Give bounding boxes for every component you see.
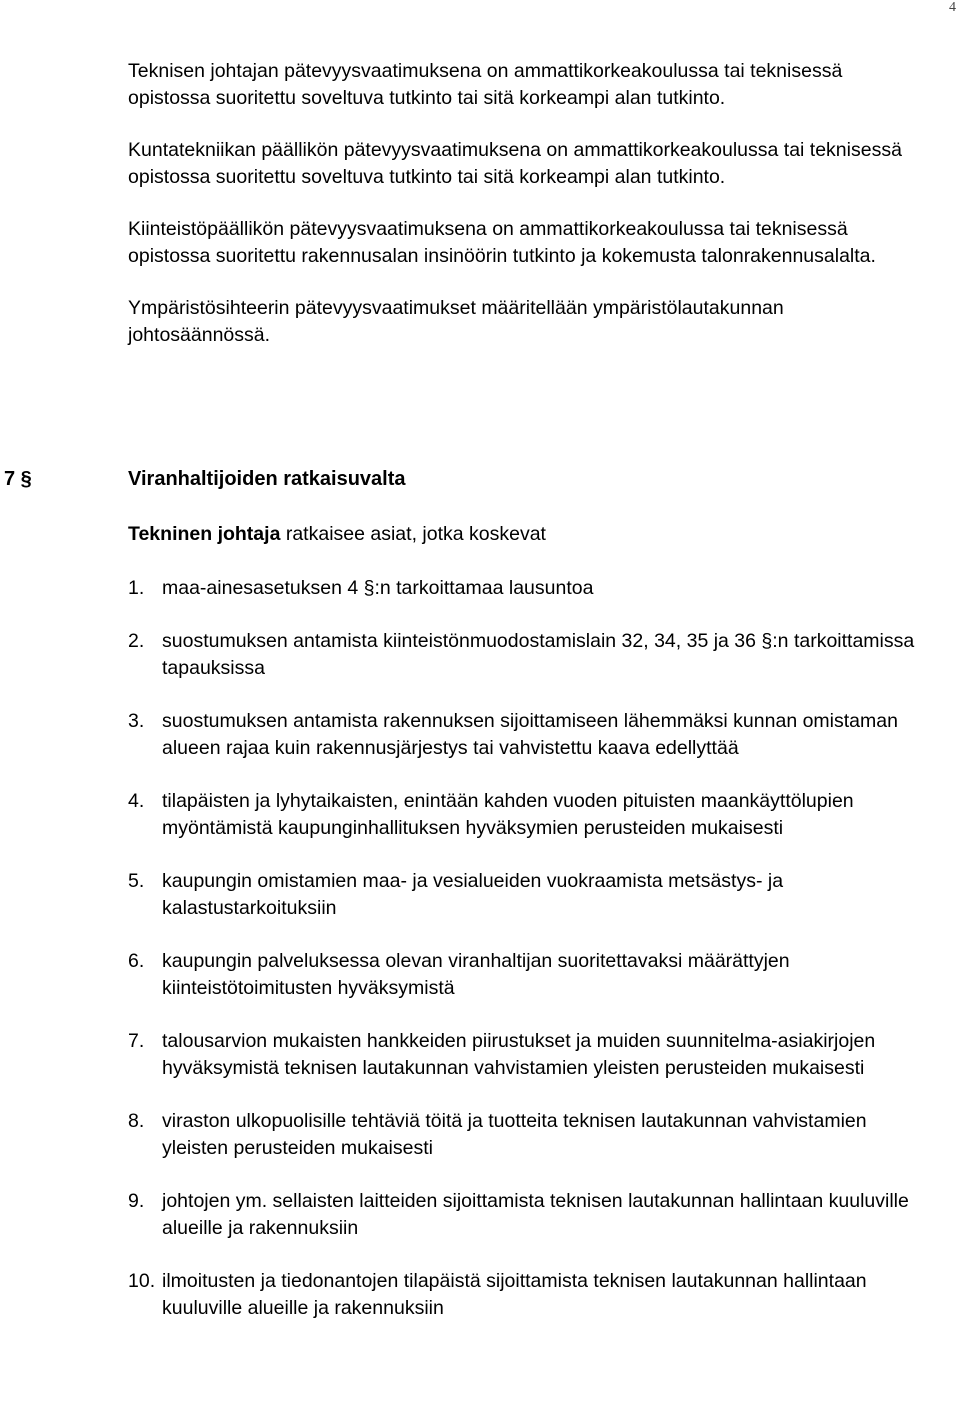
list-item-number: 1. <box>128 577 145 599</box>
list-item <box>128 1108 928 1162</box>
list-item <box>128 1188 928 1242</box>
list-item-text: suostumuksen antamista rakennuksen sijoittamiseen lähemmäksi kunnan omistaman alueen rajaa kuin rakennusjärjestys tai vahvistettu kaava edellyttää <box>162 710 898 759</box>
qualification-paragraphs <box>128 58 928 374</box>
list-item-text: suostumuksen antamista kiinteistönmuodostamislain 32, 34, 35 ja 36 §:n tarkoittamissa tapauksissa <box>162 630 915 679</box>
list-item-text: ilmoitusten ja tiedonantojen tilapäistä sijoittamista teknisen lautakunnan hallintaan kuuluville alueille ja rakennuksiin <box>162 1270 867 1319</box>
list-item-number: 9. <box>128 1190 145 1212</box>
intro-sentence <box>128 521 546 548</box>
section-title: Viranhaltijoiden ratkaisuvalta <box>128 468 406 490</box>
intro-rest: ratkaisee asiat, jotka koskevat <box>280 523 546 545</box>
paragraph-municipal-engineering-head: Kuntatekniikan päällikön pätevyysvaatimuksena on ammattikorkeakoulussa tai teknisessä opistossa suoritettu soveltuva tutkinto tai sitä korkeampi alan tutkinto. <box>128 139 902 188</box>
list-item <box>128 788 928 842</box>
list-item <box>128 708 928 762</box>
list-item <box>128 575 928 602</box>
list-item <box>128 868 928 922</box>
list-item-number: 8. <box>128 1110 145 1132</box>
list-item-number: 7. <box>128 1030 145 1052</box>
list-item <box>128 1268 928 1322</box>
list-item <box>128 628 928 682</box>
list-item-text: kaupungin omistamien maa- ja vesialueiden vuokraamista metsästys- ja kalastustarkoituksiin <box>162 870 784 919</box>
list-item-number: 2. <box>128 630 145 652</box>
paragraph-property-manager: Kiinteistöpäällikön pätevyysvaatimuksena on ammattikorkeakoulussa tai teknisessä opistossa suoritettu rakennusalan insinöörin tutkinto ja kokemusta talonrakennusalalta. <box>128 218 876 267</box>
list-item-text: kaupungin palveluksessa olevan viranhaltijan suoritettavaksi määrättyjen kiinteistötoimitusten hyväksymistä <box>162 950 790 999</box>
list-item <box>128 1028 928 1082</box>
list-item-number: 5. <box>128 870 145 892</box>
list-item-number: 10. <box>128 1270 156 1292</box>
paragraph-environment-secretary: Ympäristösihteerin pätevyysvaatimukset määritellään ympäristölautakunnan johtosäännössä. <box>128 297 784 346</box>
decision-list <box>128 575 928 1348</box>
list-item-text: johtojen ym. sellaisten laitteiden sijoittamista teknisen lautakunnan hallintaan kuuluville alueille ja rakennuksiin <box>162 1190 909 1239</box>
list-item-text: talousarvion mukaisten hankkeiden piirustukset ja muiden suunnitelma-asiakirjojen hyväksymistä teknisen lautakunnan vahvistamien yleisten perusteiden mukaisesti <box>162 1030 876 1079</box>
list-item-number: 6. <box>128 950 145 972</box>
list-item-number: 3. <box>128 710 145 732</box>
list-item-text: viraston ulkopuolisille tehtäviä töitä ja tuotteita teknisen lautakunnan vahvistamien yleisten perusteiden mukaisesti <box>162 1110 867 1159</box>
list-item-number: 4. <box>128 790 145 812</box>
list-item-text: tilapäisten ja lyhytaikaisten, enintään kahden vuoden pituisten maankäyttölupien myöntämistä kaupunginhallituksen hyväksymien perusteiden mukaisesti <box>162 790 854 839</box>
list-item-text: maa-ainesasetuksen 4 §:n tarkoittamaa lausuntoa <box>162 577 594 599</box>
page-number: 4 <box>949 0 956 15</box>
paragraph-technical-director: Teknisen johtajan pätevyysvaatimuksena on ammattikorkeakoulussa tai teknisessä opistossa suoritettu soveltuva tutkinto tai sitä korkeampi alan tutkinto. <box>128 60 843 109</box>
intro-subject: Tekninen johtaja <box>128 523 281 545</box>
section-number: 7 § <box>4 468 32 490</box>
list-item <box>128 948 928 1002</box>
